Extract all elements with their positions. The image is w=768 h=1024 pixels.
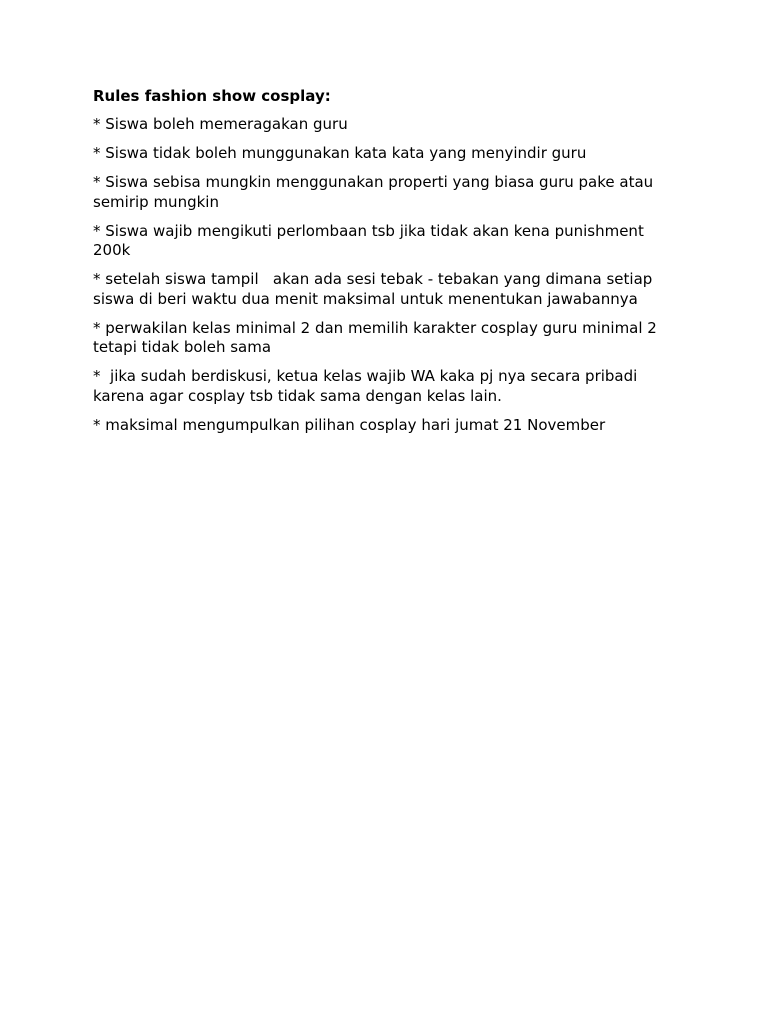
document-title: Rules fashion show cosplay: (93, 87, 331, 105)
rule-item: * setelah siswa tampil akan ada sesi tebak - tebakan yang dimana setiap siswa di beri waktu dua menit maksimal untuk menentukan jawabannya (93, 270, 658, 308)
rule-item: * Siswa tidak boleh munggunakan kata kata yang menyindir guru (93, 144, 587, 162)
rule-item: * Siswa boleh memeragakan guru (93, 115, 348, 133)
rule-item: * Siswa wajib mengikuti perlombaan tsb jika tidak akan kena punishment 200k (93, 221, 649, 259)
rule-item: * perwakilan kelas minimal 2 dan memilih karakter cosplay guru minimal 2 tetapi tidak boleh sama (93, 318, 662, 356)
rule-item: * maksimal mengumpulkan pilihan cosplay hari jumat 21 November (93, 415, 606, 434)
rule-item: * jika sudah berdiskusi, ketua kelas wajib WA kaka pj nya secara pribadi karena agar cosplay tsb tidak sama dengan kelas lain. (93, 367, 643, 405)
rules-list (93, 115, 683, 435)
document-page (93, 86, 683, 445)
rule-item: * Siswa sebisa mungkin menggunakan properti yang biasa guru pake atau semirip mungkin (93, 173, 658, 211)
